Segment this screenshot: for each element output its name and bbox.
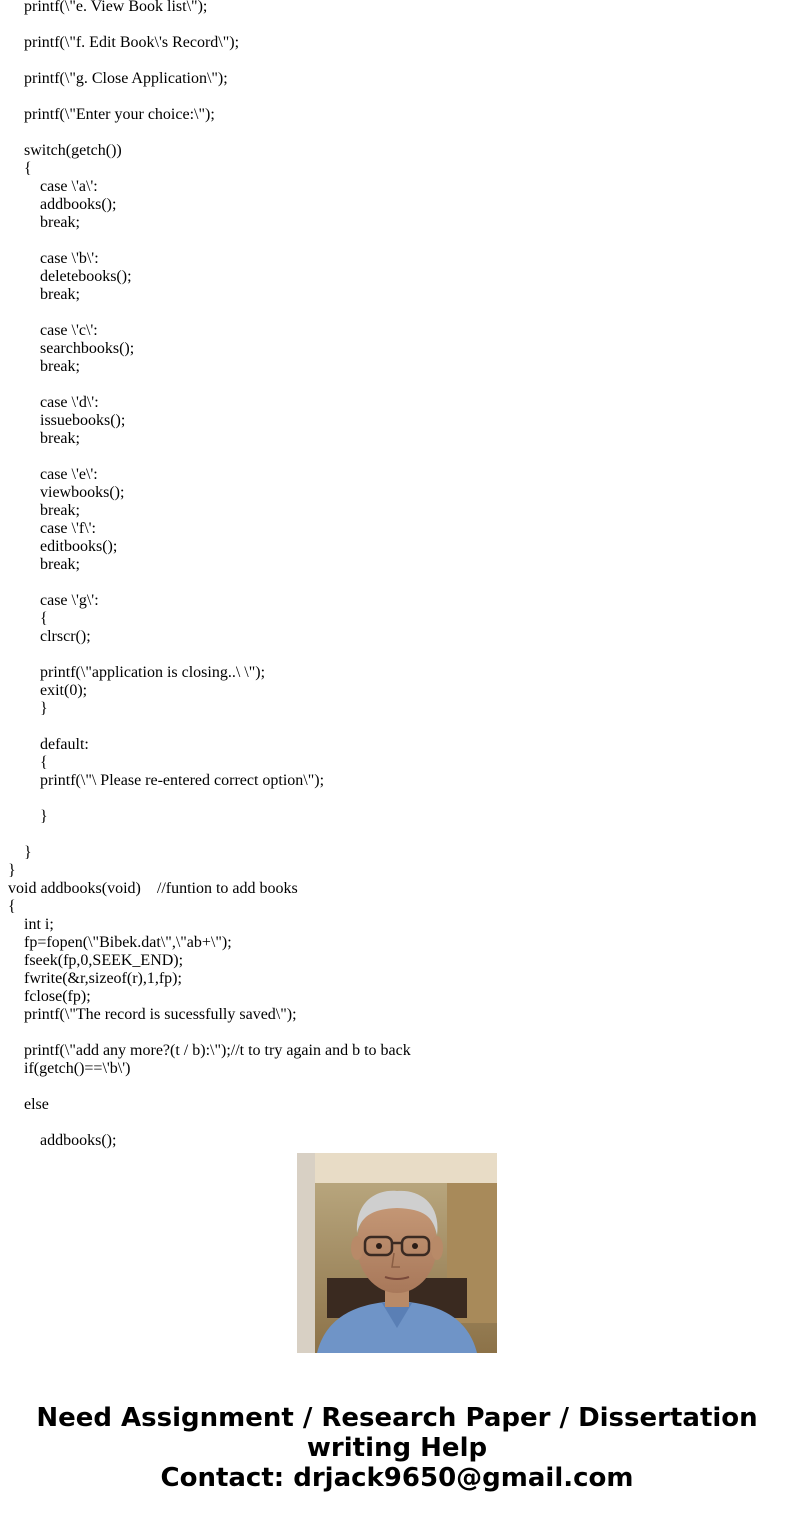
code-line: default: — [40, 736, 89, 753]
code-line: void addbooks(void) //funtion to add books — [8, 880, 298, 897]
code-line: fclose(fp); — [24, 988, 91, 1005]
code-line: case \'a\': — [40, 178, 98, 195]
code-line: printf(\"Enter your choice:\"); — [24, 106, 215, 123]
code-line: case \'c\': — [40, 322, 98, 339]
code-line: } — [8, 862, 16, 879]
banner-line-2: writing Help — [306, 1433, 488, 1463]
code-line: printf(\"g. Close Application\"); — [24, 70, 228, 87]
code-line: addbooks(); — [40, 1132, 117, 1149]
code-line: issuebooks(); — [40, 412, 126, 429]
code-line: exit(0); — [40, 682, 88, 699]
code-line: printf(\"e. View Book list\"); — [24, 0, 208, 15]
code-line: } — [24, 844, 32, 861]
code-line: break; — [40, 286, 80, 303]
code-line: switch(getch()) — [24, 142, 122, 159]
code-line: else — [24, 1096, 49, 1113]
code-line: editbooks(); — [40, 538, 118, 555]
code-line: { — [24, 160, 32, 177]
portrait-illustration — [297, 1153, 497, 1353]
code-line: printf(\"The record is sucessfully saved\"); — [24, 1006, 297, 1023]
code-line: } — [40, 700, 48, 717]
code-line: fwrite(&r,sizeof(r),1,fp); — [24, 970, 182, 987]
promo-banner — [0, 1403, 794, 1493]
code-line: case \'d\': — [40, 394, 99, 411]
code-line: break; — [40, 556, 80, 573]
code-line: case \'b\': — [40, 250, 99, 267]
code-line: printf(\"application is closing..\ \"); — [40, 664, 266, 681]
author-avatar — [297, 1153, 497, 1353]
code-line: deletebooks(); — [40, 268, 132, 285]
code-line: case \'e\': — [40, 466, 98, 483]
code-line: if(getch()==\'b\') — [24, 1060, 131, 1077]
banner-line-1: Need Assignment / Research Paper / Dissertation — [36, 1403, 758, 1433]
code-line: case \'f\': — [40, 520, 96, 537]
code-line: int i; — [24, 916, 54, 933]
code-line: { — [40, 610, 48, 627]
code-line: addbooks(); — [40, 196, 117, 213]
code-line: case \'g\': — [40, 592, 99, 609]
code-line: } — [40, 808, 48, 825]
code-line: printf(\"f. Edit Book\'s Record\"); — [24, 34, 240, 51]
code-line: printf(\"\ Please re-entered correct option\"); — [40, 772, 325, 789]
code-line: break; — [40, 502, 80, 519]
code-line: break; — [40, 214, 80, 231]
code-line: break; — [40, 358, 80, 375]
code-line: fseek(fp,0,SEEK_END); — [24, 952, 184, 969]
code-line: { — [8, 898, 16, 915]
code-line: fp=fopen(\"Bibek.dat\",\"ab+\"); — [24, 934, 232, 951]
code-line: { — [40, 754, 48, 771]
code-line: break; — [40, 430, 80, 447]
code-line: searchbooks(); — [40, 340, 135, 357]
code-line: clrscr(); — [40, 628, 91, 645]
code-line: printf(\"add any more?(t / b):\");//t to try again and b to back — [24, 1042, 411, 1059]
code-line: viewbooks(); — [40, 484, 125, 501]
banner-line-3: Contact: drjack9650@gmail.com — [160, 1463, 634, 1493]
